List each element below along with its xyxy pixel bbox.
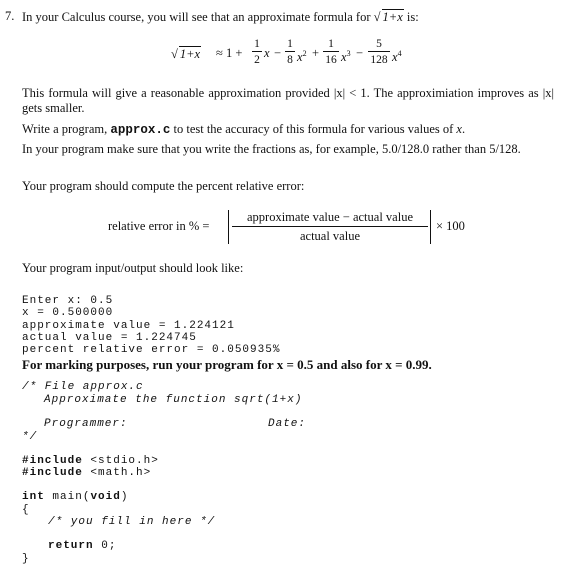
code-main-signature: int main(void) bbox=[22, 491, 129, 503]
term3-variable: $x^3$ bbox=[341, 49, 351, 65]
intro-tail: is: bbox=[403, 10, 419, 24]
term4-variable: $x^4$ bbox=[392, 49, 402, 65]
term1-numerator: 1 bbox=[254, 38, 260, 50]
term3-denominator: 16 bbox=[325, 54, 337, 66]
sample-output-line: Enter x: 0.5 bbox=[22, 295, 114, 308]
sample-output-line: percent relative error = 0.050935% bbox=[22, 344, 281, 357]
code-include-stdio: #include <stdio.h> bbox=[22, 455, 159, 467]
abs-bar-right bbox=[430, 210, 431, 244]
term3-fraction-bar bbox=[323, 51, 339, 52]
paragraph-relative-error: Your program should compute the percent relative error: bbox=[22, 179, 305, 193]
term2-fraction-bar bbox=[285, 51, 295, 52]
term4-fraction-bar bbox=[368, 51, 390, 52]
term3-numerator: 1 bbox=[328, 38, 334, 50]
code-comment-close: */ bbox=[22, 431, 38, 443]
code-brace-close: } bbox=[22, 553, 30, 565]
code-comment-open: /* File approx.c bbox=[22, 381, 144, 393]
program-filename: approx.c bbox=[110, 123, 171, 137]
term2-variable: $x^2$ bbox=[297, 49, 307, 65]
formula-op3: − bbox=[356, 46, 364, 60]
code-include-math: #include <math.h> bbox=[22, 467, 152, 479]
intro-text: In your Calculus course, you will see that an approximate formula for bbox=[22, 10, 374, 24]
code-comment-description: Approximate the function sqrt(1+x) bbox=[44, 394, 303, 406]
paragraph-io-intro: Your program input/output should look like: bbox=[22, 261, 244, 275]
paragraph-validity: This formula will give a reasonable approximation provided |x| < 1. The approximiation improves as |x| gets smaller. bbox=[22, 86, 554, 115]
question-intro bbox=[22, 9, 419, 25]
code-fill-comment: /* you fill in here */ bbox=[48, 516, 216, 528]
relative-error-denominator: actual value bbox=[299, 229, 361, 243]
formula-lhs: √ 1+x bbox=[171, 47, 201, 61]
marking-instruction: For marking purposes, run your program for x = 0.5 and also for x = 0.99. bbox=[22, 357, 432, 372]
term4-denominator: 128 bbox=[370, 54, 388, 66]
intro-radicand: 1+x bbox=[382, 10, 403, 24]
formula-op2: + bbox=[312, 46, 320, 60]
code-programmer-label: Programmer: bbox=[44, 418, 128, 430]
code-return-statement: return 0; bbox=[48, 540, 117, 552]
relative-error-numerator: approximate value − actual value bbox=[246, 210, 413, 224]
paragraph-write-program: Write a program, approx.c to test the accuracy of this formula for various values of x. bbox=[22, 122, 466, 137]
abs-bar-left bbox=[228, 210, 229, 244]
term2-numerator: 1 bbox=[287, 38, 293, 50]
term4-numerator: 5 bbox=[376, 38, 382, 50]
term1-variable: x bbox=[264, 46, 270, 60]
formula-op1: − bbox=[274, 46, 282, 60]
term1-denominator: 2 bbox=[254, 54, 260, 66]
code-brace-open: { bbox=[22, 504, 30, 516]
relative-error-lhs: relative error in % = bbox=[108, 219, 210, 233]
sample-output-line: x = 0.500000 bbox=[22, 307, 114, 320]
relative-error-fraction-bar bbox=[232, 226, 428, 227]
intro-sqrt-symbol: √ bbox=[373, 10, 381, 24]
relative-error-times-100: × 100 bbox=[436, 219, 465, 233]
sample-output-block bbox=[22, 283, 280, 356]
term2-denominator: 8 bbox=[287, 54, 293, 66]
sample-output-line: approximate value = 1.224121 bbox=[22, 319, 235, 332]
formula-approx-one: ≈ 1 + bbox=[216, 46, 243, 60]
code-date-label: Date: bbox=[268, 418, 307, 430]
sample-output-line: actual value = 1.224745 bbox=[22, 331, 197, 344]
term1-fraction-bar bbox=[252, 51, 262, 52]
question-number: 7. bbox=[5, 9, 15, 23]
paragraph-fractions: In your program make sure that you write the fractions as, for example, 5.0/128.0 rather than 5/128. bbox=[22, 142, 521, 156]
